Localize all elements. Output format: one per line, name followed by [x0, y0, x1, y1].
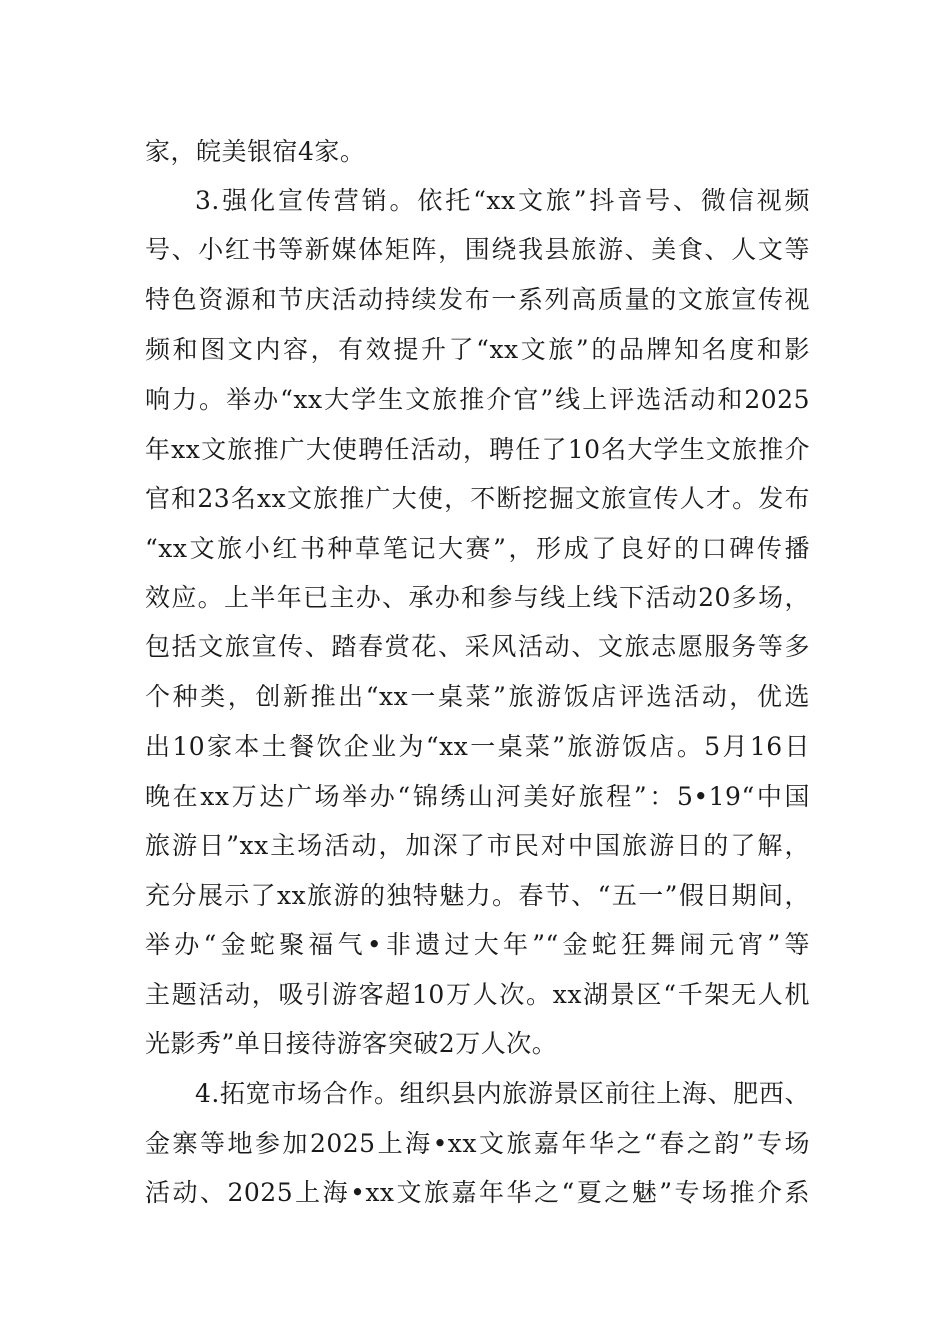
text-line: 晚在xx万达广场举办“锦绣山河美好旅程”：5•19“中国 — [145, 782, 810, 811]
text-line: 举办“金蛇聚福气•非遗过大年”“金蛇狂舞闹元宵”等 — [145, 930, 810, 959]
text-line: 旅游日”xx主场活动，加深了市民对中国旅游日的了解， — [145, 831, 810, 860]
text-line: 家，皖美银宿4家。 — [145, 137, 366, 166]
text-line: 官和23名xx文旅推广大使，不断挖掘文旅宣传人才。发布 — [145, 484, 810, 513]
text-line: 效应。上半年已主办、承办和参与线上线下活动20多场， — [145, 583, 810, 612]
text-line: 特色资源和节庆活动持续发布一系列高质量的文旅宣传视 — [145, 285, 810, 314]
text-line: 包括文旅宣传、踏春赏花、采风活动、文旅志愿服务等多 — [145, 632, 810, 661]
text-line: “xx文旅小红书种草笔记大赛”，形成了良好的口碑传播 — [145, 534, 810, 563]
text-line: 金寨等地参加2025上海•xx文旅嘉年华之“春之韵”专场 — [145, 1129, 810, 1158]
text-line: 频和图文内容，有效提升了“xx文旅”的品牌知名度和影 — [145, 335, 810, 364]
text-line: 主题活动，吸引游客超10万人次。xx湖景区“千架无人机 — [145, 980, 810, 1009]
section-heading-line: 3.强化宣传营销。依托“xx文旅”抖音号、微信视频 — [195, 186, 810, 215]
text-line: 个种类，创新推出“xx一桌菜”旅游饭店评选活动，优选 — [145, 682, 810, 711]
text-line: 年xx文旅推广大使聘任活动，聘任了10名大学生文旅推介 — [145, 435, 810, 464]
text-line: 光影秀”单日接待游客突破2万人次。 — [145, 1029, 558, 1058]
text-line: 活动、2025上海•xx文旅嘉年华之“夏之魅”专场推介系 — [145, 1178, 810, 1207]
text-line: 出10家本土餐饮企业为“xx一桌菜”旅游饭店。5月16日 — [145, 732, 810, 761]
text-line: 号、小红书等新媒体矩阵，围绕我县旅游、美食、人文等 — [145, 235, 810, 264]
text-line: 充分展示了xx旅游的独特魅力。春节、“五一”假日期间， — [145, 881, 810, 910]
text-line: 响力。举办“xx大学生文旅推介官”线上评选活动和2025 — [145, 385, 810, 414]
section-heading-line: 4.拓宽市场合作。组织县内旅游景区前往上海、肥西、 — [195, 1079, 810, 1108]
